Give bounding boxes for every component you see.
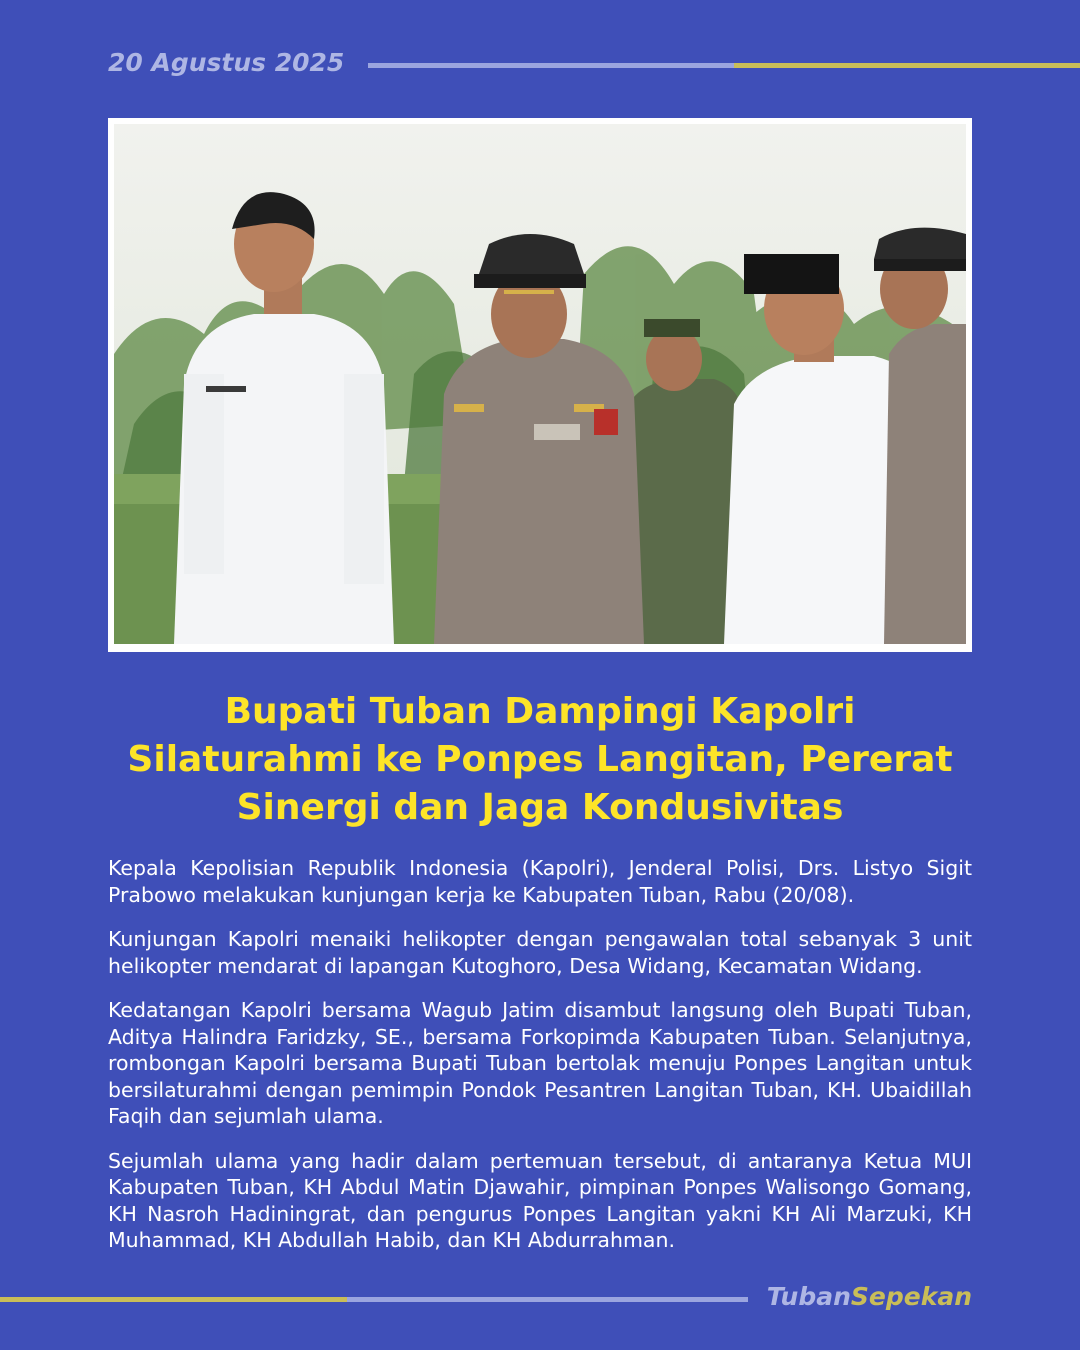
top-divider <box>368 63 1080 68</box>
news-photo-illustration <box>114 124 966 644</box>
news-photo <box>114 124 966 644</box>
brand-part-2: Sepekan <box>850 1282 972 1311</box>
article-paragraph: Kepala Kepolisian Republik Indonesia (Kapolri), Jenderal Polisi, Drs. Listyo Sigit Prabowo melakukan kunjungan kerja ke Kabupaten Tuban, Rabu (20/08). <box>108 856 972 907</box>
bottom-divider <box>0 1297 748 1302</box>
photo-frame <box>108 118 972 652</box>
article-body <box>108 855 972 1272</box>
article-headline: Bupati Tuban Dampingi Kapolri Silaturahmi ke Ponpes Langitan, Pererat Sinergi dan Jaga Kondusivitas <box>127 691 953 828</box>
article-paragraph: Kunjungan Kapolri menaiki helikopter dengan pengawalan total sebanyak 3 unit helikopter mendarat di lapangan Kutoghoro, Desa Widang, Kecamatan Widang. <box>108 927 972 978</box>
brand-logo <box>767 1282 972 1311</box>
brand-part-1: Tuban <box>766 1282 851 1311</box>
article-paragraph: Kedatangan Kapolri bersama Wagub Jatim disambut langsung oleh Bupati Tuban, Aditya Halindra Faridzky, SE., bersama Forkopimda Kabupaten Tuban. Selanjutnya, rombongan Kapolri bersama Bupati Tuban bertolak menuju Ponpes Langitan untuk bersilaturahmi dengan pemimpin Pondok Pesantren Langitan Tuban, KH. Ubaidillah Faqih dan sejumlah ulama. <box>108 998 972 1128</box>
article-paragraph: Sejumlah ulama yang hadir dalam pertemuan tersebut, di antaranya Ketua MUI Kabupaten Tuban, KH Abdul Matin Djawahir, pimpinan Ponpes Walisongo Gomang, KH Nasroh Hadiningrat, dan pengurus Ponpes Langitan yakni KH Ali Marzuki, KH Muhammad, KH Abdullah Habib, dan KH Abdurrahman. <box>108 1148 972 1252</box>
date-label: 20 Agustus 2025 <box>108 48 345 77</box>
